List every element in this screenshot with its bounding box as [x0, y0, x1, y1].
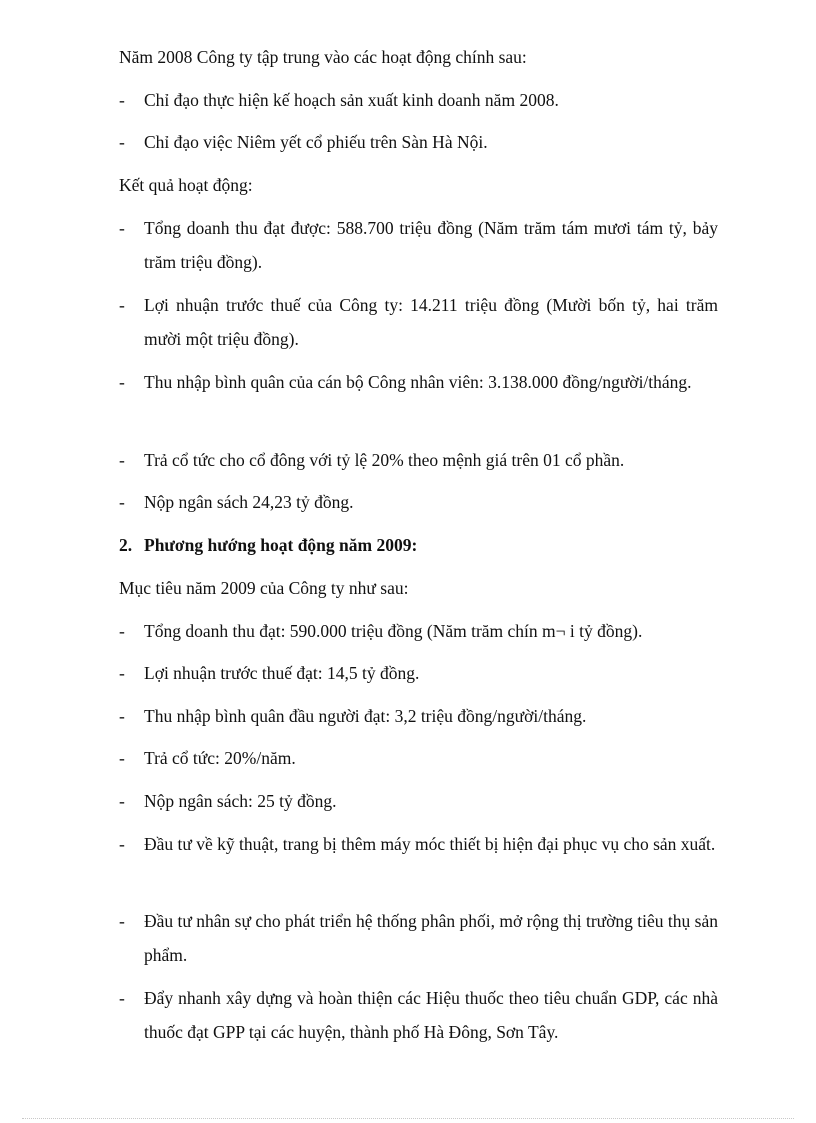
bullet-marker: -	[119, 492, 125, 512]
bullet-marker: -	[119, 706, 125, 726]
target-text: Đầu tư nhân sự cho phát triển hệ thống phân phối, mở rộng thị trường tiêu thụ sản phẩm.	[144, 911, 718, 965]
bullet-marker: -	[119, 90, 125, 110]
bullet-marker: -	[119, 663, 125, 683]
target-text: Đầu tư về kỹ thuật, trang bị thêm máy móc thiết bị hiện đại phục vụ cho sản xuất.	[144, 834, 716, 854]
page-bottom-divider	[22, 1118, 794, 1119]
result-text: Lợi nhuận trước thuế của Công ty: 14.211 triệu đồng (Mười bốn tỷ, hai trăm mười một triệu đồng).	[144, 295, 718, 349]
results-label: Kết quả hoạt động:	[119, 175, 253, 195]
result-text: Nộp ngân sách 24,23 tỷ đồng.	[144, 492, 354, 512]
result-text: Tổng doanh thu đạt được: 588.700 triệu đồng (Năm trăm tám mươi tám tỷ, bảy trăm triệu đồng).	[144, 218, 718, 272]
section-number: 2.	[119, 535, 133, 555]
result-text: Trả cổ tức cho cổ đông với tỷ lệ 20% theo mệnh giá trên 01 cổ phần.	[144, 450, 625, 470]
bullet-marker: -	[119, 748, 125, 768]
intro-paragraph: Năm 2008 Công ty tập trung vào các hoạt động chính sau:	[119, 47, 527, 67]
bullet-marker: -	[119, 911, 125, 931]
section-heading	[119, 528, 719, 562]
activity-text: Chỉ đạo thực hiện kế hoạch sản xuất kinh doanh năm 2008.	[144, 90, 559, 110]
bullet-marker: -	[119, 295, 125, 315]
bullet-marker: -	[119, 621, 125, 641]
target-text: Thu nhập bình quân đầu người đạt: 3,2 triệu đồng/người/tháng.	[144, 706, 587, 726]
bullet-marker: -	[119, 218, 125, 238]
bullet-marker: -	[119, 988, 125, 1008]
activity-text: Chỉ đạo việc Niêm yết cổ phiếu trên Sàn Hà Nội.	[144, 132, 488, 152]
target-text: Trả cổ tức: 20%/năm.	[144, 748, 296, 768]
target-text: Lợi nhuận trước thuế đạt: 14,5 tỷ đồng.	[144, 663, 420, 683]
bullet-marker: -	[119, 372, 125, 392]
target-text: Nộp ngân sách: 25 tỷ đồng.	[144, 791, 337, 811]
bullet-marker: -	[119, 834, 125, 854]
section-title: Phương hướng hoạt động năm 2009:	[144, 535, 418, 555]
result-text: Thu nhập bình quân của cán bộ Công nhân viên: 3.138.000 đồng/người/tháng.	[144, 372, 692, 392]
bullet-marker: -	[119, 791, 125, 811]
bullet-marker: -	[119, 450, 125, 470]
targets-intro: Mục tiêu năm 2009 của Công ty như sau:	[119, 578, 409, 598]
bullet-marker: -	[119, 132, 125, 152]
target-text: Tổng doanh thu đạt: 590.000 triệu đồng (Năm trăm chín m¬ i tỷ đồng).	[144, 621, 643, 641]
target-text: Đẩy nhanh xây dựng và hoàn thiện các Hiệu thuốc theo tiêu chuẩn GDP, các nhà thuốc đạt GPP tại các huyện, thành phố Hà Đông, Sơn Tây.	[144, 988, 718, 1042]
